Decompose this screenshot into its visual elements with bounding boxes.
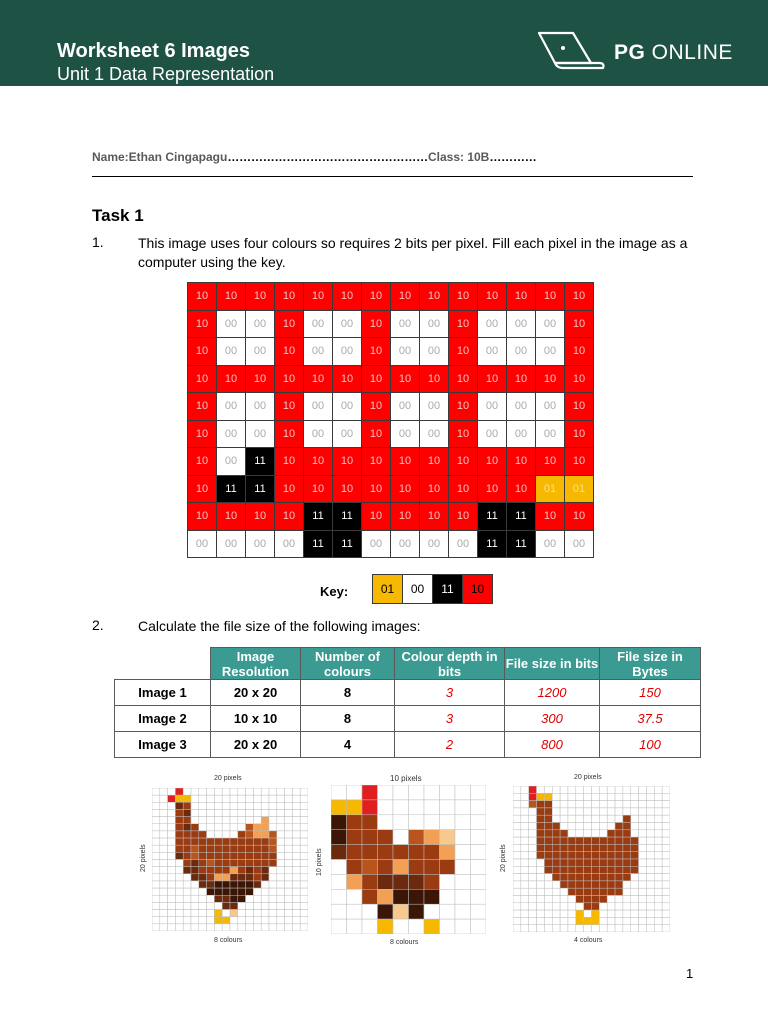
pixel-cell: 10 bbox=[362, 338, 391, 366]
pixel-row bbox=[188, 420, 594, 448]
pixel-grid bbox=[187, 282, 594, 558]
pixel-cell: 00 bbox=[420, 393, 449, 421]
pixel-cell: 00 bbox=[304, 393, 333, 421]
colour-key bbox=[372, 574, 493, 604]
pixel-cell: 10 bbox=[449, 365, 478, 393]
resolution-cell: 20 x 20 bbox=[211, 680, 301, 706]
table-row bbox=[115, 680, 701, 706]
student-info-line bbox=[92, 150, 693, 164]
pixel-cell: 10 bbox=[275, 503, 304, 531]
pixel-cell: 10 bbox=[188, 475, 217, 503]
key-code-white: 00 bbox=[403, 575, 433, 604]
pixel-cell: 00 bbox=[565, 530, 594, 558]
pixel-cell: 10 bbox=[275, 475, 304, 503]
table-row bbox=[115, 732, 701, 758]
pixel-cell: 00 bbox=[420, 530, 449, 558]
pixel-cell: 00 bbox=[333, 393, 362, 421]
pixel-cell: 10 bbox=[188, 448, 217, 476]
question-1-text: This image uses four colours so requires 2 bits per pixel. Fill each pixel in the image as a computer using the key. bbox=[138, 235, 688, 270]
pixel-cell: 10 bbox=[391, 448, 420, 476]
pixel-cell: 00 bbox=[536, 310, 565, 338]
pixel-cell: 10 bbox=[507, 448, 536, 476]
colours-cell: 8 bbox=[301, 706, 395, 732]
pixel-cell: 10 bbox=[565, 310, 594, 338]
student-class: Class: 10B bbox=[427, 150, 490, 164]
hen-image-3 bbox=[513, 786, 670, 932]
pixel-cell: 10 bbox=[304, 448, 333, 476]
pixel-cell: 10 bbox=[304, 365, 333, 393]
worksheet-subtitle: Unit 1 Data Representation bbox=[57, 64, 275, 84]
pixel-cell: 10 bbox=[275, 420, 304, 448]
bytes-answer: 150 bbox=[600, 680, 701, 706]
pixel-cell: 10 bbox=[536, 503, 565, 531]
depth-answer: 2 bbox=[395, 732, 505, 758]
pixel-cell: 00 bbox=[536, 338, 565, 366]
pixel-cell: 00 bbox=[333, 310, 362, 338]
pixel-cell: 11 bbox=[333, 530, 362, 558]
pixel-cell: 10 bbox=[362, 475, 391, 503]
student-name: Name:Ethan Cingapagu bbox=[92, 150, 228, 164]
pixel-cell: 00 bbox=[246, 338, 275, 366]
header-bits: File size in bits bbox=[505, 648, 600, 680]
pixel-cell: 10 bbox=[333, 365, 362, 393]
pixel-cell: 00 bbox=[217, 530, 246, 558]
pixel-cell: 10 bbox=[362, 393, 391, 421]
pixel-cell: 00 bbox=[391, 338, 420, 366]
bits-answer: 1200 bbox=[505, 680, 600, 706]
pixel-cell: 10 bbox=[362, 365, 391, 393]
pixel-cell: 00 bbox=[217, 420, 246, 448]
image-1-top-label: 20 pixels bbox=[214, 775, 242, 782]
pixel-cell: 10 bbox=[188, 338, 217, 366]
pixel-cell: 10 bbox=[565, 365, 594, 393]
pixel-cell: 10 bbox=[420, 365, 449, 393]
pixel-cell: 00 bbox=[304, 420, 333, 448]
pixel-cell: 10 bbox=[362, 310, 391, 338]
row-label: Image 3 bbox=[115, 732, 211, 758]
pixel-cell: 11 bbox=[478, 530, 507, 558]
pixel-cell: 10 bbox=[449, 338, 478, 366]
pixel-cell: 00 bbox=[333, 338, 362, 366]
pixel-cell: 10 bbox=[420, 475, 449, 503]
colours-cell: 8 bbox=[301, 680, 395, 706]
header-resolution: Image Resolution bbox=[211, 648, 301, 680]
pixel-cell: 10 bbox=[188, 420, 217, 448]
pixel-cell: 10 bbox=[536, 448, 565, 476]
pixel-cell: 00 bbox=[333, 420, 362, 448]
pixel-cell: 00 bbox=[391, 310, 420, 338]
image-1-side-label: 20 pixels bbox=[140, 844, 147, 872]
pixel-cell: 10 bbox=[536, 283, 565, 311]
row-label: Image 2 bbox=[115, 706, 211, 732]
pixel-row bbox=[188, 310, 594, 338]
question-2-number: 2. bbox=[92, 617, 104, 633]
bytes-answer: 37.5 bbox=[600, 706, 701, 732]
pixel-cell: 00 bbox=[449, 530, 478, 558]
pixel-row bbox=[188, 365, 594, 393]
pixel-cell: 11 bbox=[507, 530, 536, 558]
image-2-bottom-label: 8 colours bbox=[390, 939, 419, 946]
pixel-cell: 00 bbox=[536, 393, 565, 421]
worksheet-title: Worksheet 6 Images bbox=[57, 40, 251, 62]
pixel-cell: 10 bbox=[391, 503, 420, 531]
pixel-cell: 11 bbox=[217, 475, 246, 503]
pixel-cell: 10 bbox=[420, 283, 449, 311]
pixel-cell: 00 bbox=[420, 420, 449, 448]
pixel-cell: 10 bbox=[478, 475, 507, 503]
pixel-cell: 00 bbox=[507, 393, 536, 421]
depth-answer: 3 bbox=[395, 680, 505, 706]
table-header-row bbox=[115, 648, 701, 680]
pixel-cell: 00 bbox=[478, 420, 507, 448]
key-code-red: 10 bbox=[463, 575, 493, 604]
pixel-cell: 00 bbox=[420, 310, 449, 338]
pixel-row bbox=[188, 475, 594, 503]
pixel-cell: 11 bbox=[333, 503, 362, 531]
header-banner bbox=[0, 0, 768, 86]
key-label: Key: bbox=[320, 584, 349, 599]
pixel-cell: 00 bbox=[391, 393, 420, 421]
pixel-cell: 10 bbox=[333, 283, 362, 311]
hen-image-2 bbox=[331, 785, 486, 934]
pixel-row bbox=[188, 503, 594, 531]
pixel-cell: 10 bbox=[391, 365, 420, 393]
pixel-cell: 11 bbox=[246, 448, 275, 476]
header-depth: Colour depth in bits bbox=[395, 648, 505, 680]
pixel-cell: 00 bbox=[478, 310, 507, 338]
pixel-cell: 00 bbox=[420, 338, 449, 366]
pixel-cell: 00 bbox=[507, 338, 536, 366]
image-2-side-label: 10 pixels bbox=[316, 848, 323, 876]
pixel-cell: 10 bbox=[188, 283, 217, 311]
pixel-cell: 10 bbox=[391, 283, 420, 311]
key-code-yellow: 01 bbox=[373, 575, 403, 604]
key-code-black: 11 bbox=[433, 575, 463, 604]
pixel-cell: 10 bbox=[449, 393, 478, 421]
file-size-table bbox=[114, 647, 701, 758]
pixel-cell: 10 bbox=[188, 365, 217, 393]
pixel-cell: 10 bbox=[275, 338, 304, 366]
image-3-bottom-label: 4 colours bbox=[574, 937, 603, 944]
pixel-cell: 10 bbox=[217, 283, 246, 311]
pixel-cell: 11 bbox=[507, 503, 536, 531]
row-label: Image 1 bbox=[115, 680, 211, 706]
bytes-answer: 100 bbox=[600, 732, 701, 758]
page-number: 1 bbox=[686, 966, 694, 981]
pixel-cell: 10 bbox=[536, 365, 565, 393]
pixel-cell: 10 bbox=[507, 365, 536, 393]
pixel-cell: 10 bbox=[478, 365, 507, 393]
pixel-cell: 10 bbox=[246, 283, 275, 311]
pixel-cell: 10 bbox=[188, 310, 217, 338]
pixel-cell: 00 bbox=[391, 530, 420, 558]
pixel-cell: 00 bbox=[246, 420, 275, 448]
pixel-cell: 10 bbox=[565, 393, 594, 421]
pixel-cell: 00 bbox=[246, 393, 275, 421]
pixel-cell: 10 bbox=[217, 503, 246, 531]
pixel-cell: 11 bbox=[304, 530, 333, 558]
pixel-cell: 10 bbox=[449, 475, 478, 503]
header-bytes: File size in Bytes bbox=[600, 648, 701, 680]
pixel-cell: 10 bbox=[275, 283, 304, 311]
pixel-cell: 10 bbox=[449, 420, 478, 448]
colours-cell: 4 bbox=[301, 732, 395, 758]
pixel-cell: 00 bbox=[507, 420, 536, 448]
pixel-cell: 00 bbox=[478, 393, 507, 421]
pixel-cell: 00 bbox=[217, 393, 246, 421]
pixel-cell: 01 bbox=[536, 475, 565, 503]
pixel-row bbox=[188, 393, 594, 421]
question-1-number: 1. bbox=[92, 234, 104, 250]
pixel-cell: 00 bbox=[304, 338, 333, 366]
pixel-cell: 00 bbox=[391, 420, 420, 448]
bits-answer: 800 bbox=[505, 732, 600, 758]
pixel-cell: 10 bbox=[420, 448, 449, 476]
resolution-cell: 20 x 20 bbox=[211, 732, 301, 758]
pixel-cell: 10 bbox=[565, 283, 594, 311]
pixel-cell: 11 bbox=[478, 503, 507, 531]
laptop-logo-icon bbox=[533, 30, 609, 74]
class-dots: ………… bbox=[489, 150, 537, 164]
pixel-cell: 00 bbox=[246, 530, 275, 558]
pixel-cell: 10 bbox=[391, 475, 420, 503]
pixel-cell: 00 bbox=[304, 310, 333, 338]
pixel-cell: 00 bbox=[217, 338, 246, 366]
pixel-cell: 10 bbox=[565, 338, 594, 366]
pixel-cell: 10 bbox=[507, 475, 536, 503]
pixel-cell: 10 bbox=[478, 283, 507, 311]
pixel-cell: 00 bbox=[217, 310, 246, 338]
pixel-cell: 10 bbox=[362, 420, 391, 448]
pixel-cell: 10 bbox=[507, 283, 536, 311]
pixel-cell: 10 bbox=[333, 475, 362, 503]
pixel-cell: 10 bbox=[275, 310, 304, 338]
brand-name: PG ONLINE bbox=[614, 41, 733, 64]
divider-line bbox=[92, 176, 693, 177]
pixel-cell: 10 bbox=[275, 448, 304, 476]
pixel-cell: 10 bbox=[449, 283, 478, 311]
pixel-cell: 10 bbox=[304, 283, 333, 311]
pixel-cell: 00 bbox=[478, 338, 507, 366]
pixel-cell: 10 bbox=[188, 503, 217, 531]
pixel-cell: 11 bbox=[304, 503, 333, 531]
pixel-cell: 10 bbox=[362, 283, 391, 311]
bits-answer: 300 bbox=[505, 706, 600, 732]
pixel-row bbox=[188, 338, 594, 366]
image-1-bottom-label: 8 colours bbox=[214, 937, 243, 944]
pixel-cell: 10 bbox=[478, 448, 507, 476]
pixel-cell: 00 bbox=[275, 530, 304, 558]
pixel-cell: 10 bbox=[188, 393, 217, 421]
pixel-cell: 10 bbox=[565, 503, 594, 531]
image-3-top-label: 20 pixels bbox=[574, 774, 602, 781]
image-3-side-label: 20 pixels bbox=[500, 844, 507, 872]
pixel-cell: 10 bbox=[246, 365, 275, 393]
name-dots: …………………………………………… bbox=[227, 150, 428, 164]
pixel-cell: 10 bbox=[362, 503, 391, 531]
resolution-cell: 10 x 10 bbox=[211, 706, 301, 732]
pixel-cell: 00 bbox=[536, 420, 565, 448]
task-heading: Task 1 bbox=[92, 206, 144, 225]
question-2-text: Calculate the file size of the following images: bbox=[138, 618, 421, 634]
table-row bbox=[115, 706, 701, 732]
pixel-cell: 00 bbox=[217, 448, 246, 476]
pixel-cell: 10 bbox=[449, 310, 478, 338]
pixel-cell: 00 bbox=[188, 530, 217, 558]
pixel-row bbox=[188, 448, 594, 476]
pixel-cell: 10 bbox=[333, 448, 362, 476]
pixel-cell: 10 bbox=[449, 503, 478, 531]
depth-answer: 3 bbox=[395, 706, 505, 732]
table-corner bbox=[115, 648, 211, 680]
pixel-cell: 00 bbox=[507, 310, 536, 338]
pixel-cell: 00 bbox=[246, 310, 275, 338]
pixel-cell: 10 bbox=[565, 420, 594, 448]
pixel-cell: 00 bbox=[362, 530, 391, 558]
image-2-top-label: 10 pixels bbox=[390, 774, 422, 783]
pixel-cell: 10 bbox=[420, 503, 449, 531]
pixel-cell: 10 bbox=[217, 365, 246, 393]
pixel-cell: 01 bbox=[565, 475, 594, 503]
pixel-cell: 10 bbox=[362, 448, 391, 476]
pixel-cell: 10 bbox=[304, 475, 333, 503]
pixel-cell: 11 bbox=[246, 475, 275, 503]
pixel-cell: 00 bbox=[536, 530, 565, 558]
header-colours: Number of colours bbox=[301, 648, 395, 680]
pixel-cell: 10 bbox=[246, 503, 275, 531]
hen-image-1 bbox=[152, 788, 308, 931]
pixel-row bbox=[188, 530, 594, 558]
pixel-cell: 10 bbox=[449, 448, 478, 476]
pixel-cell: 10 bbox=[275, 393, 304, 421]
pixel-cell: 10 bbox=[565, 448, 594, 476]
pixel-cell: 10 bbox=[275, 365, 304, 393]
pixel-row bbox=[188, 283, 594, 311]
